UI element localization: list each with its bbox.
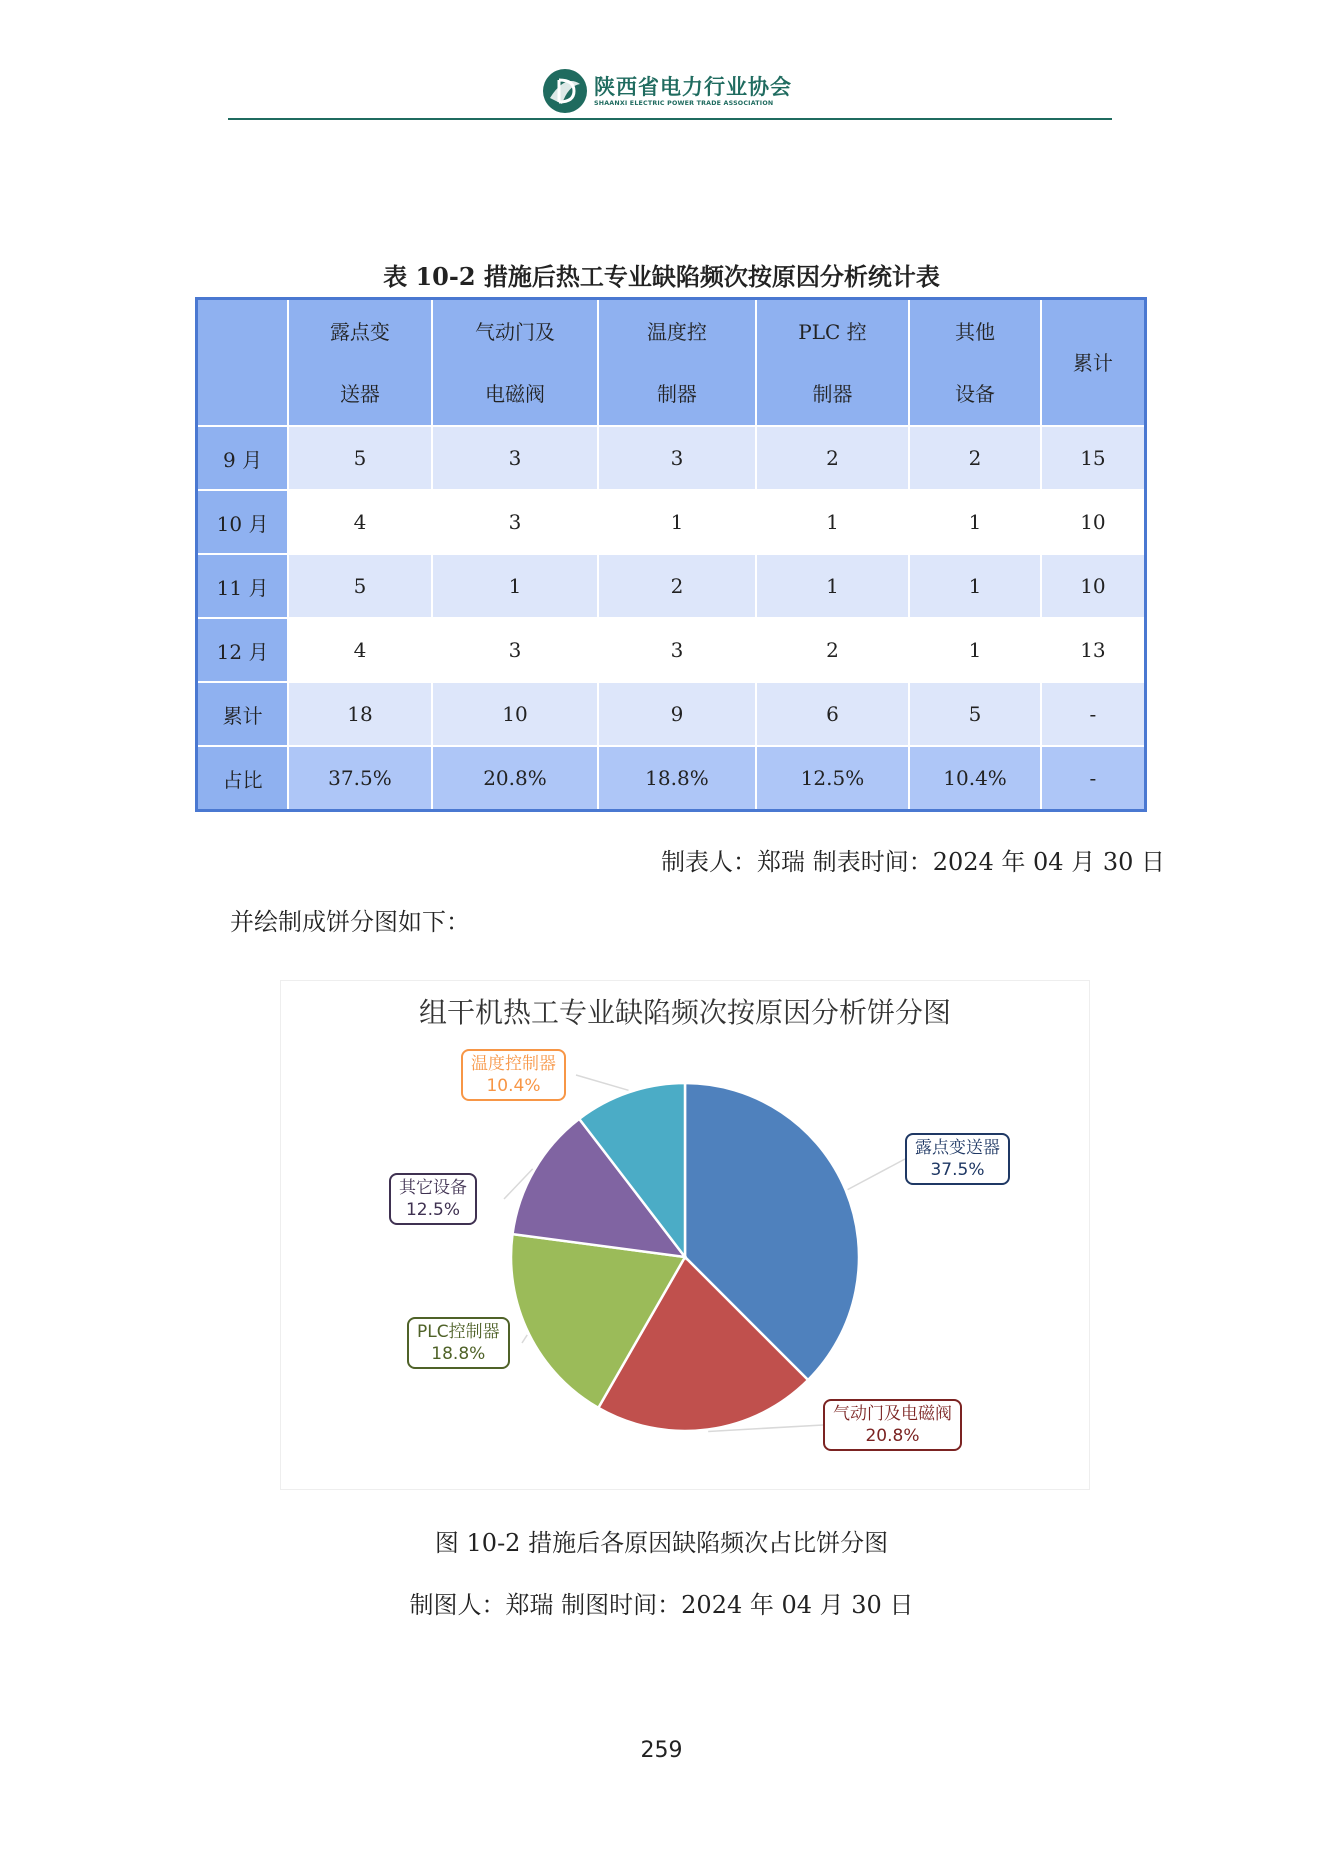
header-cell: 温度控 制器 bbox=[598, 299, 756, 427]
table-row-ratio bbox=[197, 746, 1146, 811]
table-cell: 2 bbox=[598, 554, 756, 618]
header-cell: 其他 设备 bbox=[909, 299, 1041, 427]
table-cell: 10.4% bbox=[909, 746, 1041, 811]
slice-percent: 20.8% bbox=[865, 1426, 920, 1446]
figure-maker-note: 制图人：郑瑞 制图时间：2024 年 04 月 30 日 bbox=[409, 1591, 914, 1619]
table-cell: 20.8% bbox=[432, 746, 598, 811]
association-name-cn: 陕西省电力行业协会 bbox=[594, 74, 792, 99]
header-divider bbox=[228, 118, 1112, 120]
row-label: 累计 bbox=[197, 682, 289, 746]
table-maker-note: 制表人：郑瑞 制表时间：2024 年 04 月 30 日 bbox=[661, 848, 1165, 876]
table-cell: 2 bbox=[756, 426, 910, 490]
table-cell: 1 bbox=[756, 554, 910, 618]
row-label: 10 月 bbox=[197, 490, 289, 554]
chart-title: 组干机热工专业缺陷频次按原因分析饼分图 bbox=[418, 996, 951, 1029]
slice-name: PLC控制器 bbox=[417, 1322, 500, 1342]
header-cell: 露点变 送器 bbox=[288, 299, 432, 427]
association-emblem-icon bbox=[542, 68, 588, 114]
table-cell: 2 bbox=[756, 618, 910, 682]
slice-name: 露点变送器 bbox=[915, 1138, 1000, 1158]
slice-data-label bbox=[823, 1399, 962, 1451]
table-cell: 2 bbox=[909, 426, 1041, 490]
table-cell: - bbox=[1041, 746, 1146, 811]
table-cell: 1 bbox=[909, 554, 1041, 618]
table-cell: 4 bbox=[288, 490, 432, 554]
pie-chart bbox=[280, 980, 1090, 1490]
association-logo bbox=[542, 68, 792, 114]
intro-text: 并绘制成饼分图如下： bbox=[230, 908, 470, 936]
table-cell: 15 bbox=[1041, 426, 1146, 490]
leader-line bbox=[576, 1075, 629, 1090]
table-cell: 1 bbox=[909, 618, 1041, 682]
slice-percent: 37.5% bbox=[930, 1160, 985, 1180]
defect-stats-table bbox=[195, 297, 1147, 812]
table-cell: 3 bbox=[432, 618, 598, 682]
table-cell: 10 bbox=[432, 682, 598, 746]
header-cell: PLC 控 制器 bbox=[756, 299, 910, 427]
slice-data-label bbox=[389, 1173, 477, 1225]
slice-data-label bbox=[407, 1317, 510, 1369]
table-cell: 4 bbox=[288, 618, 432, 682]
slice-percent: 12.5% bbox=[405, 1200, 460, 1220]
table-cell: 5 bbox=[288, 554, 432, 618]
table-row-total bbox=[197, 682, 1146, 746]
row-label: 9 月 bbox=[197, 426, 289, 490]
slice-data-label bbox=[905, 1133, 1010, 1185]
table-row bbox=[197, 618, 1146, 682]
table-cell: 18.8% bbox=[598, 746, 756, 811]
table-cell: 3 bbox=[598, 618, 756, 682]
header-cell: 气动门及 电磁阀 bbox=[432, 299, 598, 427]
table-cell: 13 bbox=[1041, 618, 1146, 682]
table-row bbox=[197, 490, 1146, 554]
table-cell: 10 bbox=[1041, 554, 1146, 618]
pie-chart-canvas bbox=[281, 981, 1089, 1489]
table-cell: 37.5% bbox=[288, 746, 432, 811]
table-cell: 5 bbox=[909, 682, 1041, 746]
table-row bbox=[197, 426, 1146, 490]
page-number: 259 bbox=[640, 1738, 683, 1763]
table-cell: 1 bbox=[909, 490, 1041, 554]
row-label: 占比 bbox=[197, 746, 289, 811]
slice-name: 气动门及电磁阀 bbox=[833, 1404, 952, 1424]
table-cell: 10 bbox=[1041, 490, 1146, 554]
table-title: 表 10-2 措施后热工专业缺陷频次按原因分析统计表 bbox=[383, 262, 940, 291]
leader-line bbox=[522, 1335, 527, 1343]
figure-caption: 图 10-2 措施后各原因缺陷频次占比饼分图 bbox=[434, 1529, 889, 1557]
table-cell: 3 bbox=[432, 426, 598, 490]
table-cell: 12.5% bbox=[756, 746, 910, 811]
header-cell: 累计 bbox=[1041, 299, 1146, 427]
table-cell: 1 bbox=[756, 490, 910, 554]
leader-line bbox=[848, 1159, 905, 1190]
page-header bbox=[0, 60, 1323, 120]
table-cell: 5 bbox=[288, 426, 432, 490]
table-cell: 3 bbox=[598, 426, 756, 490]
slice-percent: 18.8% bbox=[431, 1344, 486, 1364]
slice-data-label bbox=[461, 1049, 566, 1101]
table-cell: 9 bbox=[598, 682, 756, 746]
table-row bbox=[197, 554, 1146, 618]
slice-percent: 10.4% bbox=[486, 1076, 541, 1096]
header-cell-corner bbox=[197, 299, 289, 427]
slice-name: 温度控制器 bbox=[471, 1054, 556, 1074]
row-label: 11 月 bbox=[197, 554, 289, 618]
table-header-row bbox=[197, 299, 1146, 427]
table-cell: 1 bbox=[598, 490, 756, 554]
table-cell: 6 bbox=[756, 682, 910, 746]
slice-name: 其它设备 bbox=[399, 1178, 467, 1198]
table-cell: 1 bbox=[432, 554, 598, 618]
table-cell: - bbox=[1041, 682, 1146, 746]
table-cell: 18 bbox=[288, 682, 432, 746]
row-label: 12 月 bbox=[197, 618, 289, 682]
association-name-en: SHAANXI ELECTRIC POWER TRADE ASSOCIATION bbox=[594, 99, 774, 107]
table-cell: 3 bbox=[432, 490, 598, 554]
